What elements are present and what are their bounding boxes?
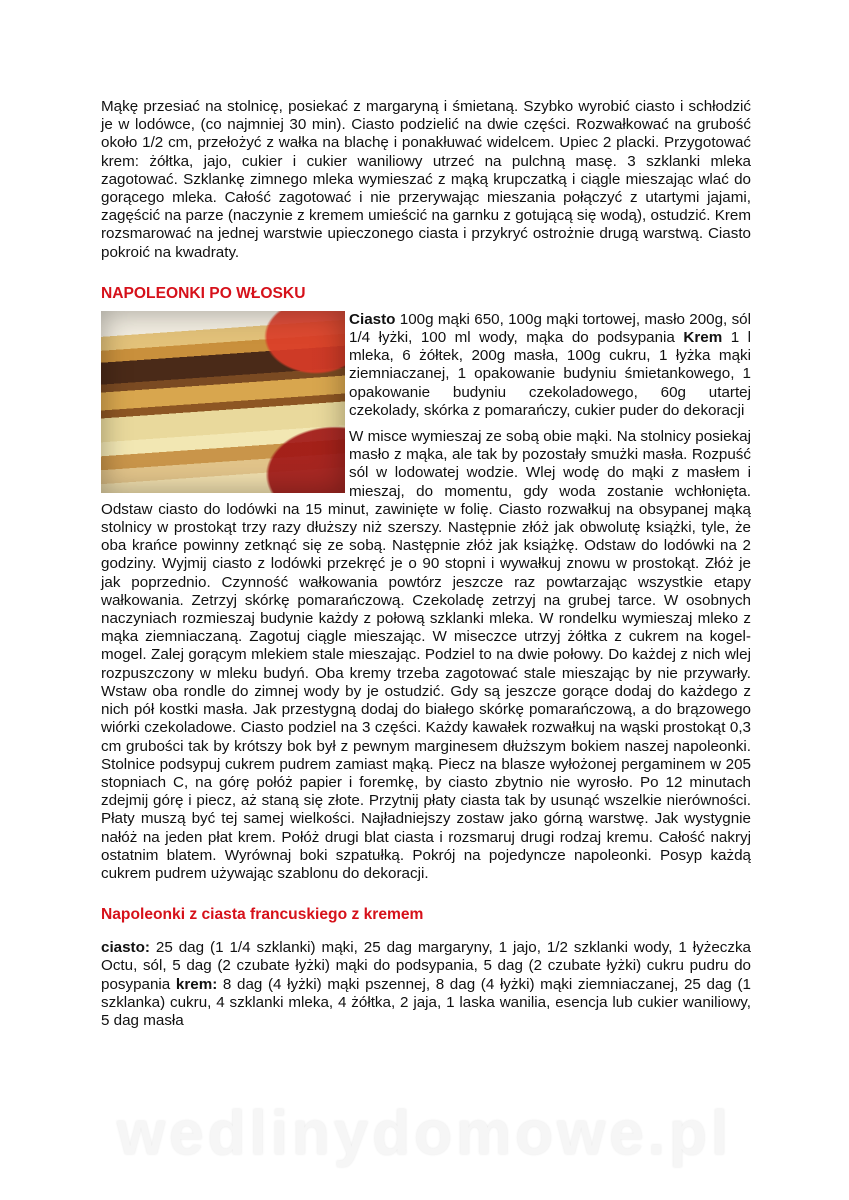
ciasto2-ingredients: 25 dag (1 1/4 szklanki) mąki, 25 dag margaryny, 1 jajo, 1/2 szklanki wody, 1 łyżeczka Octu, sól, 5 dag (2 czubate łyżki) mąki do podsypania, 5 dag (2 czubate łyżki) cukru pudru do posypania	[101, 939, 751, 993]
recipe1-method: W misce wymieszaj ze sobą obie mąki. Na stolnicy posiekaj masło z mąka, ale tak by pozostały smużki masła. Rozpuść sól w lodowatej wodzie. Wlej wodę do mąki z masłem i mieszaj, do momentu, gdy woda zostanie wchłonięta. Odstaw ciasto do lodówki na 15 minut, zawinięte w folię. Ciasto rozwałkuj na obsypanej mąką stolnicy w prostokąt trzy razy dłuższy niż szerszy. Następnie złóż jak obwolutę książki, tyle, że oba krańce powinny zetknąć się ze sobą. Następnie złóż jak książkę. Odstaw do lodówki na 2 godziny. Wyjmij ciasto z lodówki przekręć je o 90 stopni i wywałkuj znowu w prostokąt. Złóż je jak poprzednio. Czynność wałkowania powtórz jeszcze raz powtarzając wszystkie etapy wałkowania. Zetrzyj skórkę pomarańczową. Czekoladę zetrzyj na grubej tarce. W osobnych naczyniach rozmieszaj budynie każdy z połową szklanki mleka. W rondelku wymieszaj mleko z mąka ziemniaczaną. Zagotuj ciągle mieszając. W miseczce utrzyj żółtka z cukrem na kogel-mogel. Zalej gorącym mlekiem stale mieszając. Podziel to na dwie połowy. Do każdej z nich wlej rozpuszczony w mleku budyń. Oba kremy trzeba zagotować stale mieszając by nie przywarły. Wstaw oba rondle do zimnej wody by je ostudzić. Gdy są jeszcze gorące dodaj do każdego z nich pół kostki masła. Jak przestygną dodaj do białego skórkę pomarańczową, a do brązowego wiórki czekoladowe. Ciasto podziel na 3 części. Każdy kawałek rozwałkuj na wąski prostokąt 0,3 cm grubości tak by krótszy bok był z pewnym marginesem dłuższym bokiem naszej napoleonki. Stolnice podsypuj cukrem pudrem zamiast mąką. Piecz na blasze wyłożonej pergaminem w 205 stopniach C, na górę połóż papier i foremkę, by ciasto zbytnio nie wyrosło. Po 12 minutach zdejmij górę i piecz, aż staną się złote. Przytnij płaty ciasta tak by usunąć wszelkie nierówności. Płaty muszą być tej samej wielkości. Najładniejszy zostaw jako górną warstwę. Jak wystygnie nałóż na jeden płat krem. Połóż drugi blat ciasta i rozsmaruj drugi rodzaj kremu. Całość nakryj ostatnim blatem. Wyrównaj boki szpatułką. Pokrój na pojedyncze napoleonki. Posyp każdą cukrem pudrem używając szablonu do dekoracji.	[101, 428, 751, 882]
krem2-ingredients: 8 dag (4 łyżki) mąki pszennej, 8 dag (4 łyżki) mąki ziemniaczanej, 25 dag (1 szklanka) cukru, 4 szklanki mleka, 4 żółtka, 2 jaja, 1 laska wanilia, esencja lub cukier waniliowy, 5 dag masła	[101, 975, 751, 1029]
ciasto-label: Ciasto	[349, 310, 396, 328]
ciasto2-label: ciasto:	[101, 939, 150, 957]
krem-ingredients: 1 l mleka, 6 żółtek, 200g masła, 100g cukru, 1 łyżka mąki ziemniaczanej, 1 opakowanie budyniu śmietankowego, 1 opakowanie budyniu czekoladowego, 60g utartej czekolady, skórka z pomarańczy, cukier puder do dekoracji	[349, 329, 752, 419]
recipe2-title: Napoleonki z ciasta francuskiego z kremem	[101, 906, 424, 924]
recipe1-title: NAPOLEONKI PO WŁOSKU	[101, 284, 306, 302]
watermark: wedlinydomowe.pl	[116, 1099, 733, 1168]
recipe2-ingredients	[101, 939, 751, 1030]
intro-paragraph: Mąkę przesiać na stolnicę, posiekać z margaryną i śmietaną. Szybko wyrobić ciasto i schłodzić je w lodówce, (co najmniej 30 min). Ciasto podzielić na dwie części. Rozwałkować na grubość około 1/2 cm, przełożyć z wałka na blachę i ponakłuwać widelcem. Upiec 2 placki. Przygotować krem: żółtka, jajo, cukier i cukier waniliowy utrzeć na pulchną masę. 3 szklanki mleka zagotować. Szklankę zimnego mleka wymieszać z mąką krupczatką i ciągle mieszając wlać do gorącego mleka. Całość zagotować i nie przerywając mieszania połączyć z utartymi jajami, zagęścić na parze (naczynie z kremem umieścić na garnku z gotującą się wodą), ostudzić. Krem rozsmarować na jednej warstwie upieczonego ciasta i przykryć ostrożnie drugą warstwą. Ciasto pokroić na kwadraty.	[101, 98, 751, 261]
krem2-label: krem:	[175, 975, 218, 993]
document-body	[101, 98, 751, 1030]
napoleonka-photo	[101, 311, 345, 493]
krem-label: Krem	[683, 329, 723, 347]
ciasto-ingredients: 100g mąki 650, 100g mąki tortowej, masło 200g, sól 1/4 łyżki, 100 ml wody, mąka do podsypania	[349, 310, 751, 347]
